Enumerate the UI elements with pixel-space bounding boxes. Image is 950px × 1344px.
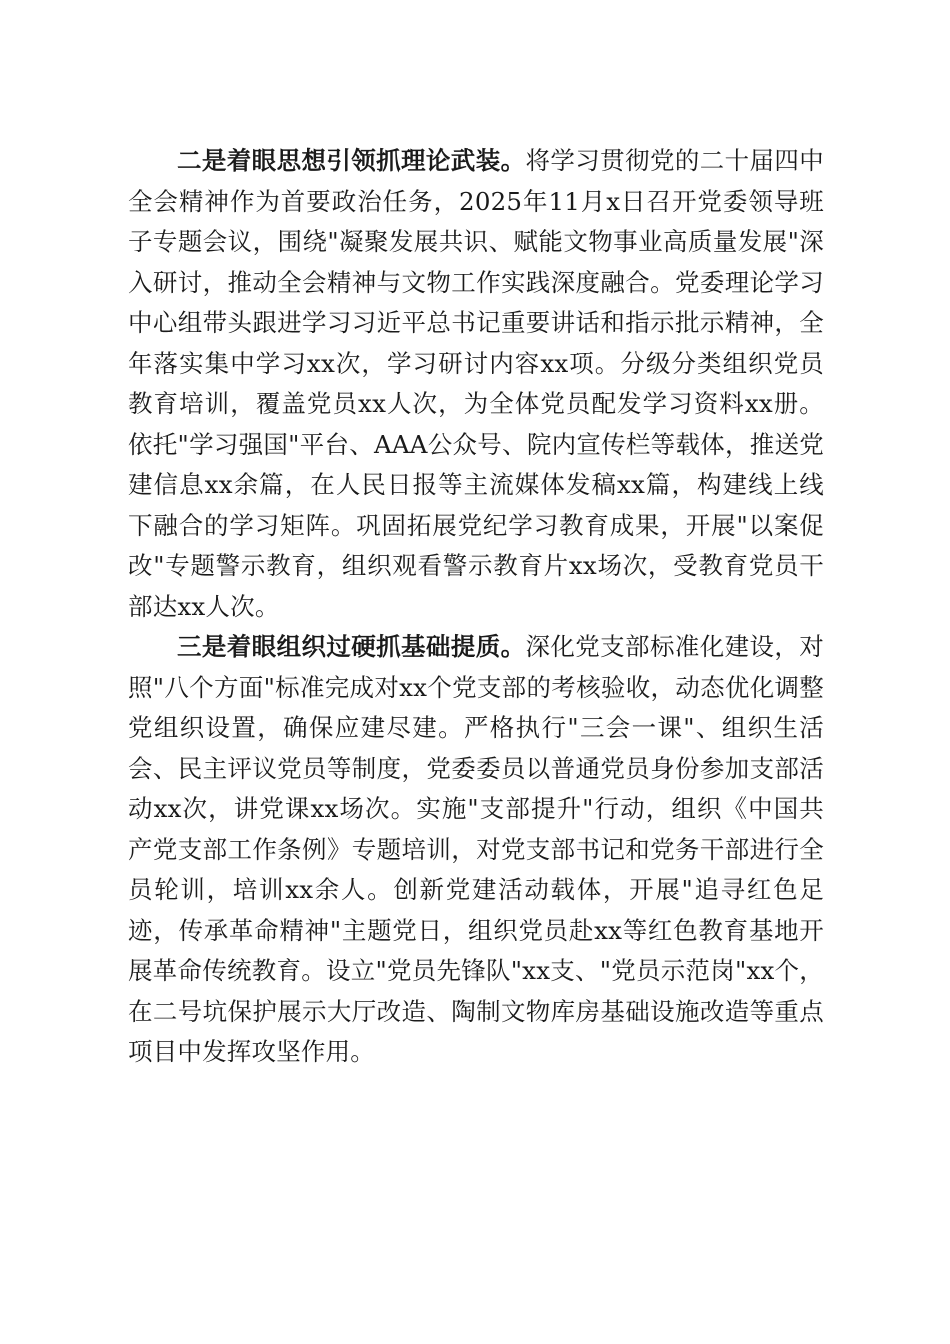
paragraph-organization-building	[128, 627, 824, 1073]
paragraph-theory-study	[128, 141, 824, 627]
paragraph-text: 深化党支部标准化建设，对照"八个方面"标准完成对xx个党支部的考核验收，动态优化调整党组织设置，确保应建尽建。严格执行"三会一课"、组织生活会、民主评议党员等制度，党委委员以普通党员身份参加支部活动xx次，讲党课xx场次。实施"支部提升"行动，组织《中国共产党支部工作条例》专题培训，对党支部书记和党务干部进行全员轮训，培训xx余人。创新党建活动载体，开展"追寻红色足迹，传承革命精神"主题党日，组织党员赴xx等红色教育基地开展革命传统教育。设立"党员先锋队"xx支、"党员示范岗"xx个，在二号坑保护展示大厅改造、陶制文物库房基础设施改造等重点项目中发挥攻坚作用。	[128, 632, 824, 1066]
paragraph-heading: 三是着眼组织过硬抓基础提质。	[177, 632, 526, 661]
paragraph-heading: 二是着眼思想引领抓理论武装。	[177, 146, 526, 175]
document-body	[128, 141, 824, 1073]
paragraph-text: 将学习贯彻党的二十届四中全会精神作为首要政治任务，2025年11月x日召开党委领导班子专题会议，围绕"凝聚发展共识、赋能文物事业高质量发展"深入研讨，推动全会精神与文物工作实践深度融合。党委理论学习中心组带头跟进学习习近平总书记重要讲话和指示批示精神，全年落实集中学习xx次，学习研讨内容xx项。分级分类组织党员教育培训，覆盖党员xx人次，为全体党员配发学习资料xx册。依托"学习强国"平台、AAA公众号、院内宣传栏等载体，推送党建信息xx余篇，在人民日报等主流媒体发稿xx篇，构建线上线下融合的学习矩阵。巩固拓展党纪学习教育成果，开展"以案促改"专题警示教育，组织观看警示教育片xx场次，受教育党员干部达xx人次。	[128, 146, 824, 621]
